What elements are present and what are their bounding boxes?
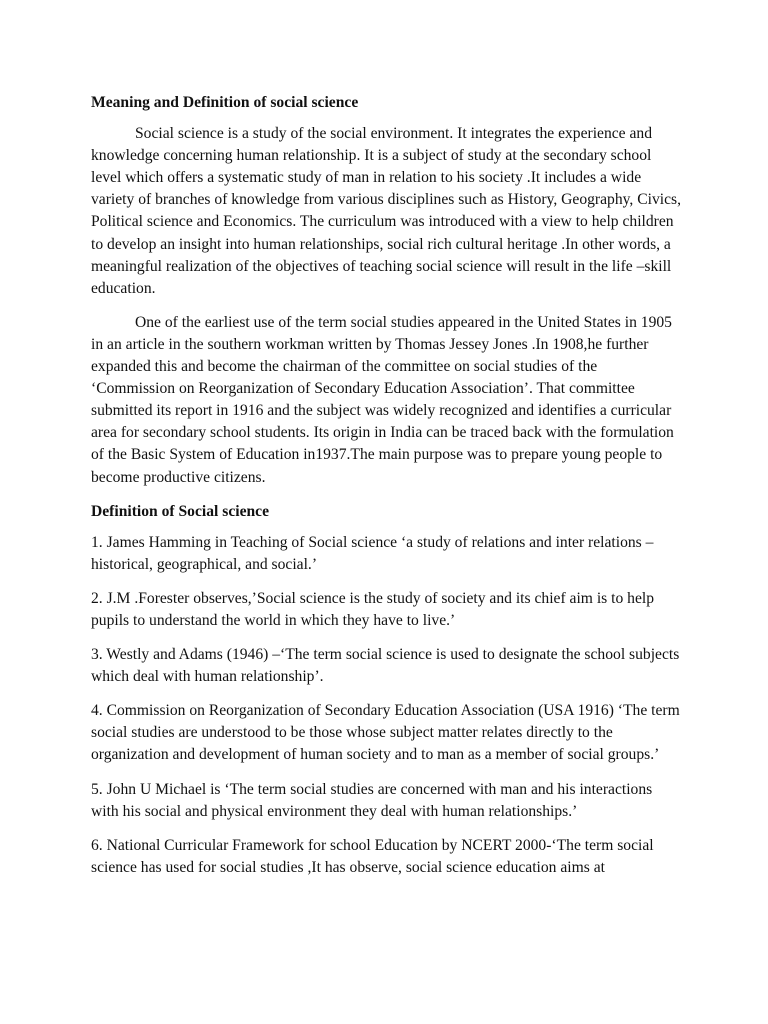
- section-heading-meaning: Meaning and Definition of social science: [91, 94, 359, 111]
- definition-item: 4. Commission on Reorganization of Secondary Education Association (USA 1916) ‘The term social studies are understood to be those whose subject matter relates directly to the organization and development of human society and to man as a member of social groups.’: [91, 702, 680, 764]
- paragraph-intro: Social science is a study of the social environment. It integrates the experience and knowledge concerning human relationship. It is a subject of study at the secondary school level which offers a systematic study of man in relation to his society .It includes a wide variety of branches of knowledge from various disciplines such as History, Geography, Civics, Political science and Economics. The curriculum was introduced with a view to help children to develop an insight into human relationships, social rich cultural heritage .In other words, a meaningful realization of the objectives of teaching social science will result in the life –skill education.: [91, 125, 681, 297]
- definition-item: 1. James Hamming in Teaching of Social science ‘a study of relations and inter relations –historical, geographical, and social.’: [91, 533, 654, 573]
- definition-item: 6. National Curricular Framework for school Education by NCERT 2000-‘The term social science has used for social studies ,It has observe, social science education aims at: [91, 836, 654, 876]
- definition-item: 5. John U Michael is ‘The term social studies are concerned with man and his interactions with his social and physical environment they deal with human relationships.’: [91, 780, 653, 820]
- definitions-list: [91, 532, 683, 879]
- document-page: [91, 92, 683, 891]
- definition-item: 2. J.M .Forester observes,’Social science is the study of society and its chief aim is to help pupils to understand the world in which they have to live.’: [91, 589, 654, 629]
- definition-item: 3. Westly and Adams (1946) –‘The term social science is used to designate the school subjects which deal with human relationship’.: [91, 646, 680, 686]
- paragraph-history: One of the earliest use of the term social studies appeared in the United States in 1905 in an article in the southern workman written by Thomas Jessey Jones .In 1908,he further expanded this and become the chairman of the committee on social studies of the ‘Commission on Reorganization of Secondary Education Association’. That committee submitted its report in 1916 and the subject was widely recognized and identifies a curricular area for secondary school students. Its origin in India can be traced back with the formulation of the Basic System of Education in1937.The main purpose was to prepare young people to become productive citizens.: [91, 313, 674, 486]
- section-heading-definitions: Definition of Social science: [91, 502, 270, 520]
